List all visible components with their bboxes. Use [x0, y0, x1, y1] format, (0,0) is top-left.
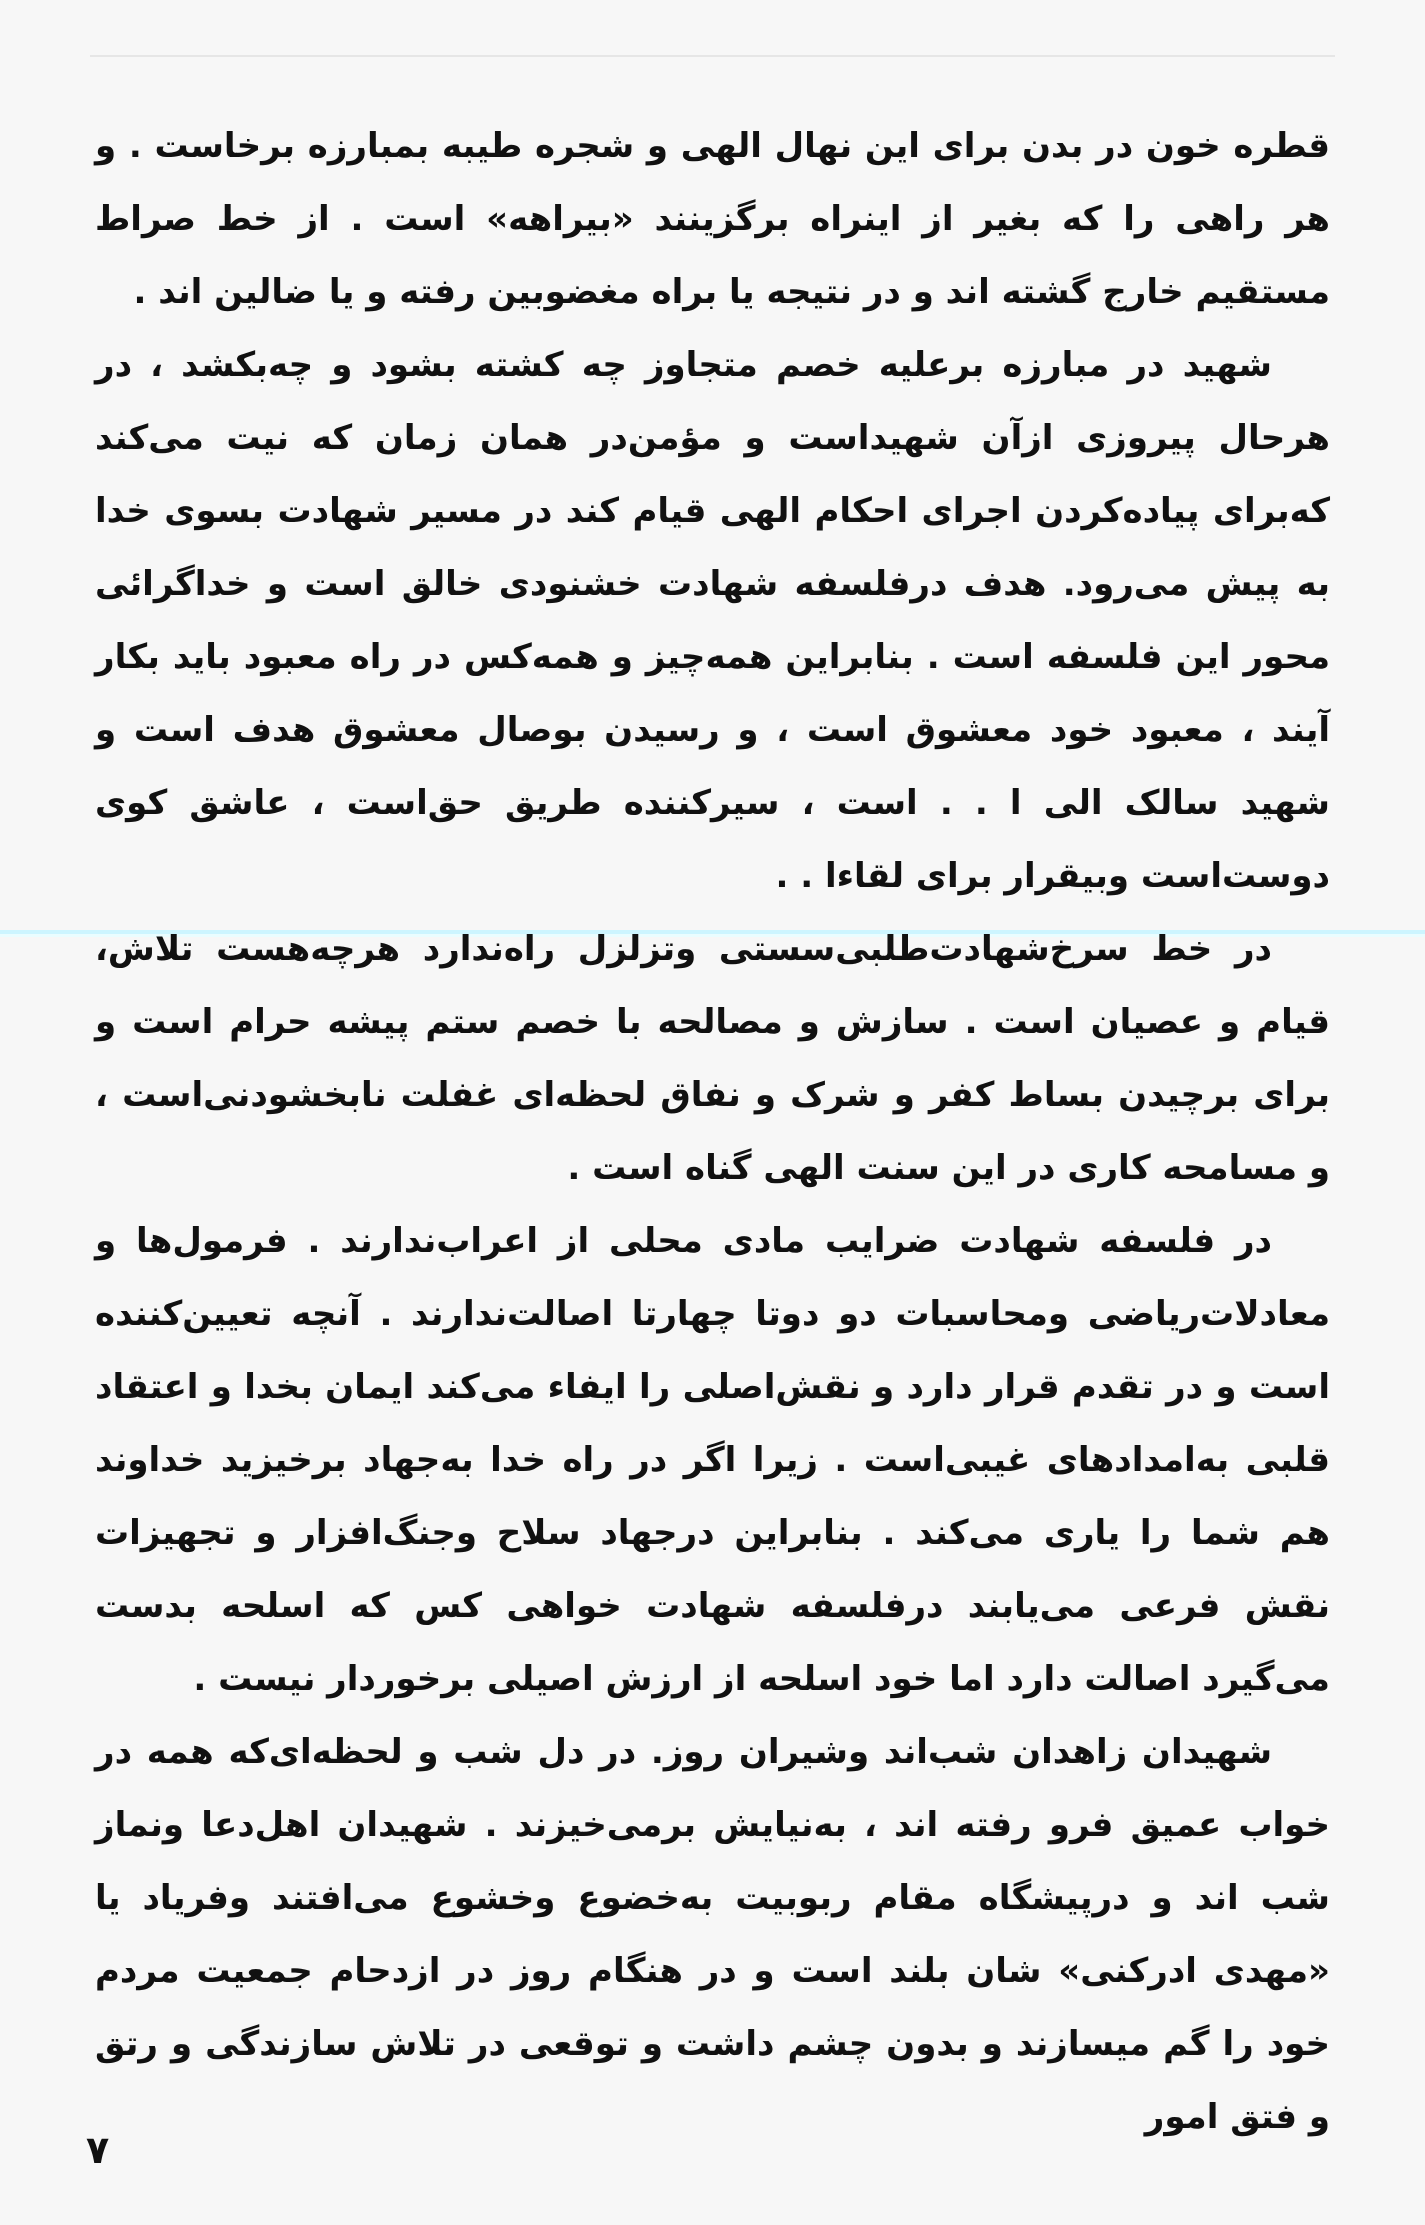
paragraph-4: در فلسفه شهادت ضرایب مادی محلی از اعراب‌ندارند . فرمول‌ها و معادلات‌ریاضی ومحاسبات دو دوتا چهارتا اصالت‌ندارند . آنچه تعیین‌کننده است و در تقدم قرار دارد و نقش‌اصلی را ایفاء می‌کند ایمان بخدا و اعتقاد قلبی به‌امدادهای غیبی‌است . زیرا اگر در راه خدا به‌جهاد برخیزید خداوند هم شما را یاری می‌کند . بنابراین درجهاد سلاح وجنگ‌افزار و تجهیزات نقش فرعی می‌یابند درفلسفه شهادت خواهی کس که اسلحه بدست می‌گیرد اصالت دارد اما خود اسلحه از ارزش اصیلی برخوردار نیست .: [95, 1221, 1330, 1699]
top-scan-rule: [90, 55, 1335, 57]
paragraph-5: شهیدان زاهدان شب‌اند وشیران روز. در دل شب و لحظه‌ای‌که همه در خواب عمیق فرو رفته اند ، به‌نیایش برمی‌خیزند . شهیدان اهل‌دعا ونماز شب اند و درپیشگاه مقام ربوبیت به‌خضوع وخشوع می‌افتند وفریاد یا «مهدی ادرکنی» شان بلند است و در هنگام روز در ازدحام جمعیت مردم خود را گم میسازند و بدون چشم داشت و توقعی در تلاش سازندگی و رتق و فتق امور: [95, 1732, 1330, 2137]
paragraph-2: شهید در مبارزه برعلیه خصم متجاوز چه کشته بشود و چه‌بکشد ، در هرحال پیروزی ازآن شهیداست و مؤمن‌در همان زمان که نیت می‌کند که‌برای پیاده‌کردن اجرای احکام الهی قیام کند در مسیر شهادت بسوی خدا به پیش می‌رود. هدف درفلسفه شهادت خشنودی خالق است و خداگرائی محور این فلسفه است . بنابراین همه‌چیز و همه‌کس در راه معبود باید بکار آیند ، معبود خود معشوق است ، و رسیدن بوصال معشوق هدف است و شهید سالک الی ا . . است ، سیرکننده طریق حق‌است ، عاشق کوی دوست‌است وبیقرار برای لقاءا . .: [95, 345, 1330, 896]
page-number: ۷: [86, 2128, 110, 2172]
paragraph-1: قطره خون در بدن برای این نهال الهی و شجره طیبه بمبارزه برخاست . و هر راهی را که بغیر از اینراه برگزینند «بیراهه» است . از خط صراط مستقیم خارج گشته اند و در نتیجه یا براه مغضوبین رفته و یا ضالین اند .: [95, 126, 1330, 312]
paragraph-3: در خط سرخ‌شهادت‌طلبی‌سستی وتزلزل راه‌ندارد هرچه‌هست تلاش، قیام و عصیان است . سازش و مصالحه با خصم ستم پیشه حرام است و برای برچیدن بساط کفر و شرک و نفاق لحظه‌ای غفلت نابخشودنی‌است ، و مسامحه کاری در این سنت الهی گناه است .: [95, 929, 1330, 1188]
main-text-block: [95, 110, 1330, 2154]
